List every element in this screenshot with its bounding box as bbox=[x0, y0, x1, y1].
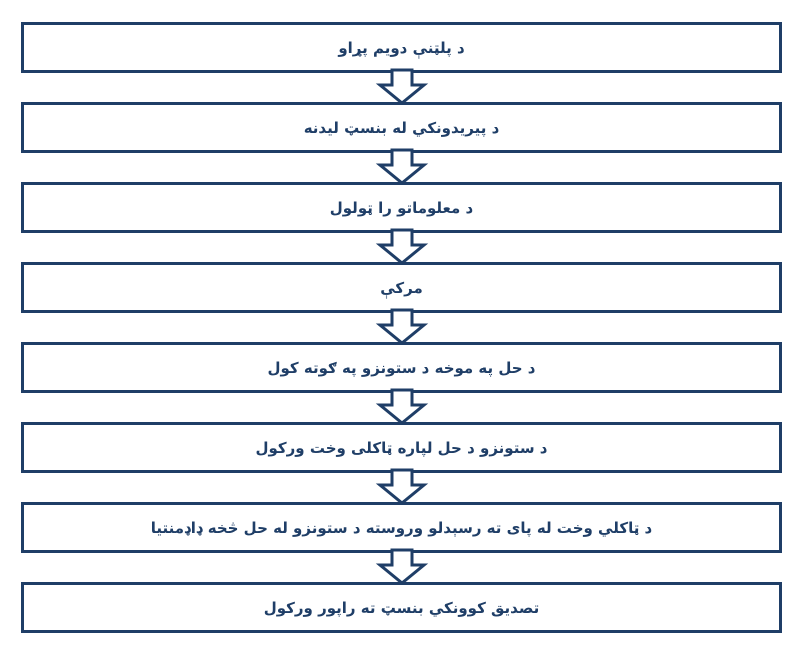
down-arrow-icon bbox=[380, 150, 424, 183]
step-box-5 bbox=[21, 342, 782, 393]
step-label: مرکې bbox=[380, 278, 423, 297]
down-arrow-icon bbox=[380, 230, 424, 263]
down-arrow-icon bbox=[380, 550, 424, 583]
down-arrow-icon bbox=[380, 390, 424, 423]
step-box-8 bbox=[21, 582, 782, 633]
down-arrow-icon bbox=[380, 70, 424, 103]
down-arrow-icon bbox=[380, 310, 424, 343]
step-box-7 bbox=[21, 502, 782, 553]
step-label: د پلټنې دويم پړاو bbox=[338, 38, 465, 57]
step-box-1 bbox=[21, 22, 782, 73]
step-label: د پيريدونکي له بنسټ ليدنه bbox=[303, 118, 500, 137]
step-label: د معلوماتو را ټولول bbox=[329, 198, 474, 217]
step-box-3 bbox=[21, 182, 782, 233]
step-box-6 bbox=[21, 422, 782, 473]
step-box-2 bbox=[21, 102, 782, 153]
down-arrow-icon bbox=[380, 470, 424, 503]
step-label: د ستونزو د حل لپاره ټاکلی وخت ورکول bbox=[255, 438, 548, 457]
step-label: د ټاکلي وخت له پای ته رسېدلو وروسته د ستونزو له حل څخه ډاډمنتيا bbox=[150, 518, 653, 537]
step-label: تصديق کوونکي بنسټ ته راپور ورکول bbox=[263, 598, 540, 617]
step-box-4 bbox=[21, 262, 782, 313]
step-label: د حل په موخه د ستونزو په ګوته کول bbox=[267, 358, 536, 377]
